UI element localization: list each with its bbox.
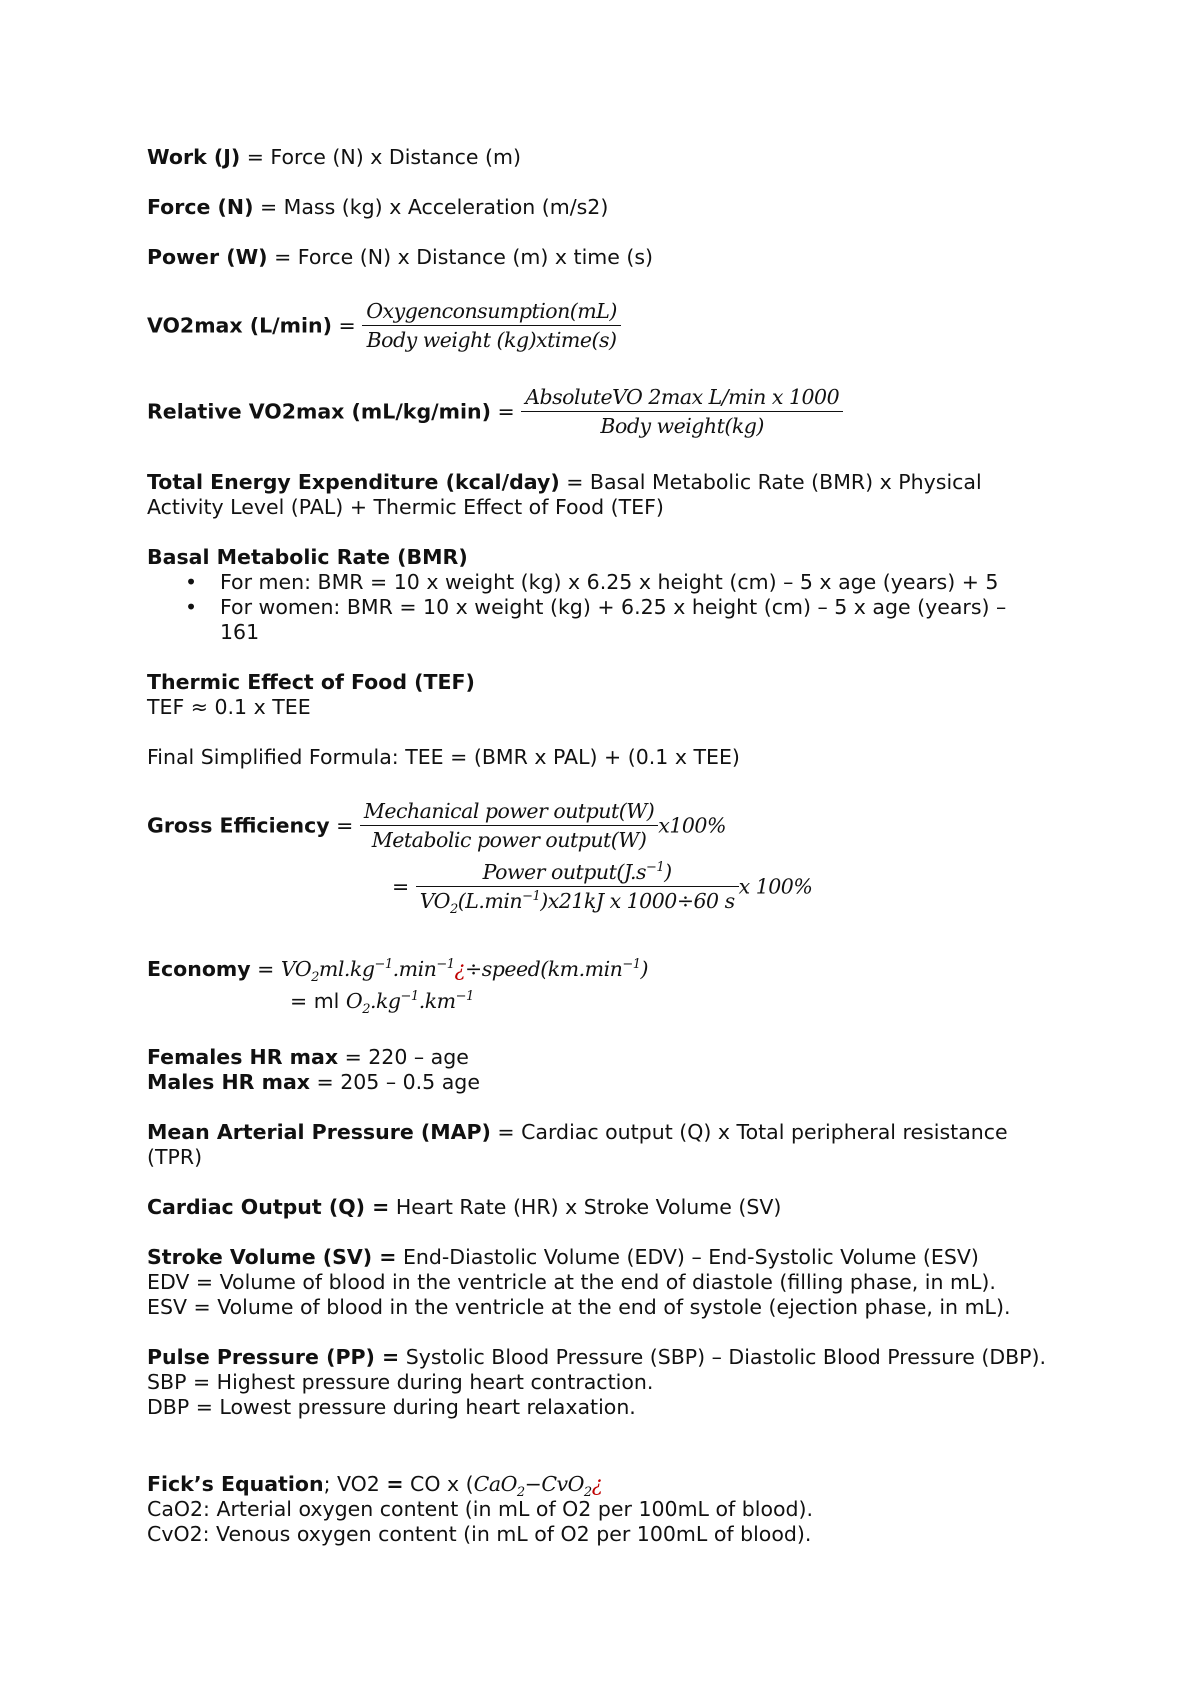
fick-sep: ; VO2	[323, 1472, 387, 1496]
subscript: 2	[362, 1002, 370, 1017]
gross-denominator-1: Metabolic power output(W)	[371, 828, 647, 852]
superscript: −1	[436, 957, 455, 972]
superscript: −1	[522, 889, 541, 904]
gross-fraction-2	[416, 858, 739, 915]
bmr-heading: Basal Metabolic Rate (BMR)	[147, 545, 468, 569]
vo2max-fraction	[362, 297, 621, 354]
fick-cvo: −CvO	[524, 1472, 584, 1496]
relative-vo2max-formula	[147, 383, 843, 440]
economy-missing-glyph: ¿	[454, 957, 466, 981]
gross-den2-text-b: (L.min	[457, 889, 523, 913]
pulse-pressure-text: Systolic Blood Pressure (SBP) – Diastolic Blood Pressure (DBP).	[399, 1345, 1047, 1369]
gross-num2-close: )	[664, 860, 672, 884]
tee-text: = Basal Metabolic Rate (BMR) x Physical Activity Level (PAL) + Thermic Effect of Food (TEF)	[147, 470, 982, 519]
economy-expression	[280, 957, 648, 985]
list-item	[147, 570, 1047, 595]
edv-definition: EDV = Volume of blood in the ventricle at the end of diastole (filling phase, in mL).	[147, 1270, 996, 1294]
gross-multiplier-2: x 100%	[738, 874, 813, 899]
stroke-volume-section	[147, 1245, 1067, 1320]
equals-sign: =	[490, 399, 522, 424]
cardiac-output-text: Heart Rate (HR) x Stroke Volume (SV)	[389, 1195, 782, 1219]
final-formula-text: Final Simplified Formula: TEE = (BMR x PAL) + (0.1 x TEE)	[147, 745, 740, 769]
economy-speed: ÷speed(km.min	[465, 957, 623, 981]
cvo2-definition: CvO2: Venous oxygen content (in mL of O2 per 100mL of blood).	[147, 1522, 812, 1546]
vo2max-denominator: Body weight (kg)xtime(s)	[366, 328, 617, 352]
hr-max-section	[147, 1045, 1067, 1095]
superscript: −1	[645, 860, 665, 875]
bmr-section	[147, 545, 1047, 645]
fick-co: CO x (	[403, 1472, 474, 1496]
economy-kg: .kg	[369, 989, 401, 1013]
dbp-definition: DBP = Lowest pressure during heart relaxation.	[147, 1395, 636, 1419]
relative-vo2max-fraction	[521, 383, 843, 440]
map-label: Mean Arterial Pressure (MAP)	[147, 1120, 491, 1144]
force-text: = Mass (kg) x Acceleration (m/s2)	[253, 195, 609, 219]
economy-expression-2	[345, 989, 474, 1017]
cardiac-output-label: Cardiac Output (Q) =	[147, 1195, 390, 1219]
females-hr-text: = 220 – age	[338, 1045, 469, 1069]
tef-heading: Thermic Effect of Food (TEF)	[147, 670, 475, 694]
gross-num2-text: Power output(J.s	[482, 860, 646, 884]
work-formula	[147, 145, 1067, 170]
pulse-pressure-label: Pulse Pressure (PP) =	[147, 1345, 400, 1369]
power-text: = Force (N) x Distance (m) x time (s)	[267, 245, 654, 269]
list-item	[147, 595, 1047, 645]
economy-formula	[147, 955, 648, 983]
gross-efficiency-label: Gross Efficiency	[147, 813, 330, 838]
economy-vo: VO	[280, 957, 312, 981]
equals-sign: =	[250, 957, 281, 981]
power-formula	[147, 245, 1067, 270]
males-hr-label: Males HR max	[147, 1070, 310, 1094]
vo2max-label: VO2max (L/min)	[147, 313, 333, 338]
bullet-icon: •	[185, 595, 198, 619]
tee-formula	[147, 470, 1047, 520]
fick-math	[473, 1472, 603, 1500]
gross-numerator-1: Mechanical power output(W)	[360, 797, 658, 826]
economy-eq2: = ml	[290, 989, 346, 1013]
pulse-pressure-section	[147, 1345, 1047, 1420]
cardiac-output-formula	[147, 1195, 1067, 1220]
superscript: −1	[622, 957, 641, 972]
males-hr-text: = 205 – 0.5 age	[310, 1070, 480, 1094]
stroke-volume-label: Stroke Volume (SV) =	[147, 1245, 397, 1269]
stroke-volume-text: End-Diastolic Volume (EDV) – End-Systolic Volume (ESV)	[396, 1245, 979, 1269]
economy-label: Economy	[147, 957, 251, 981]
gross-multiplier-1: x100%	[658, 813, 726, 838]
economy-km: .km	[418, 989, 456, 1013]
equals-sign: =	[392, 874, 410, 899]
fick-missing-glyph: ¿	[591, 1472, 603, 1496]
vo2max-numerator: Oxygenconsumption(mL)	[362, 297, 621, 326]
subscript: 2	[583, 1485, 592, 1500]
force-formula	[147, 195, 1067, 220]
gross-fraction-1	[360, 797, 658, 854]
superscript: −1	[374, 957, 393, 972]
gross-denominator-2	[416, 887, 739, 915]
fick-label: Fick’s Equation	[147, 1472, 324, 1496]
superscript: −1	[400, 989, 419, 1004]
equals-sign: =	[329, 813, 360, 838]
work-label: Work (J)	[147, 145, 241, 169]
relative-vo2max-denominator: Body weight(kg)	[600, 414, 764, 438]
gross-den2-text: VO	[419, 889, 450, 913]
equals-sign: =	[332, 313, 363, 338]
final-formula	[147, 745, 1067, 770]
sbp-definition: SBP = Highest pressure during heart contraction.	[147, 1370, 654, 1394]
power-label: Power (W)	[147, 245, 268, 269]
bullet-icon: •	[185, 570, 198, 594]
map-formula	[147, 1120, 1052, 1170]
subscript: 2	[311, 970, 319, 985]
economy-o: O	[345, 989, 363, 1013]
relative-vo2max-numerator: AbsoluteVO 2max L/min x 1000	[521, 383, 843, 412]
cao2-definition: CaO2: Arterial oxygen content (in mL of O2 per 100mL of blood).	[147, 1497, 814, 1521]
bmr-women: For women: BMR = 10 x weight (kg) + 6.25 x height (cm) – 5 x age (years) – 161	[220, 595, 1007, 644]
economy-formula-2	[290, 987, 474, 1015]
tef-text: TEF ≈ 0.1 x TEE	[147, 695, 311, 719]
fick-section	[147, 1472, 1067, 1547]
map-text: = Cardiac output (Q) x Total peripheral resistance (TPR)	[147, 1120, 1008, 1169]
gross-den2-text-c: )x21kJ x 1000÷60 s	[540, 889, 735, 913]
relative-vo2max-label: Relative VO2max (mL/kg/min)	[147, 399, 491, 424]
force-label: Force (N)	[147, 195, 254, 219]
economy-close: )	[640, 957, 648, 981]
economy-ml-kg: ml.kg	[318, 957, 375, 981]
esv-definition: ESV = Volume of blood in the ventricle at the end of systole (ejection phase, in mL).	[147, 1295, 1011, 1319]
tef-section	[147, 670, 1067, 720]
work-text: = Force (N) x Distance (m)	[240, 145, 522, 169]
fick-cao: CaO	[473, 1472, 517, 1496]
gross-efficiency-formula	[147, 797, 726, 854]
fick-equals: =	[386, 1472, 404, 1496]
subscript: 2	[516, 1485, 525, 1500]
bmr-men: For men: BMR = 10 x weight (kg) x 6.25 x height (cm) – 5 x age (years) + 5	[220, 570, 999, 594]
vo2max-formula	[147, 297, 621, 354]
bmr-list	[147, 570, 1047, 645]
superscript: −1	[455, 989, 474, 1004]
females-hr-label: Females HR max	[147, 1045, 339, 1069]
economy-min: .min	[392, 957, 437, 981]
tee-label: Total Energy Expenditure (kcal/day)	[147, 470, 560, 494]
gross-numerator-2	[416, 858, 739, 887]
subscript: 2	[449, 902, 458, 917]
gross-efficiency-formula-2	[392, 858, 812, 915]
